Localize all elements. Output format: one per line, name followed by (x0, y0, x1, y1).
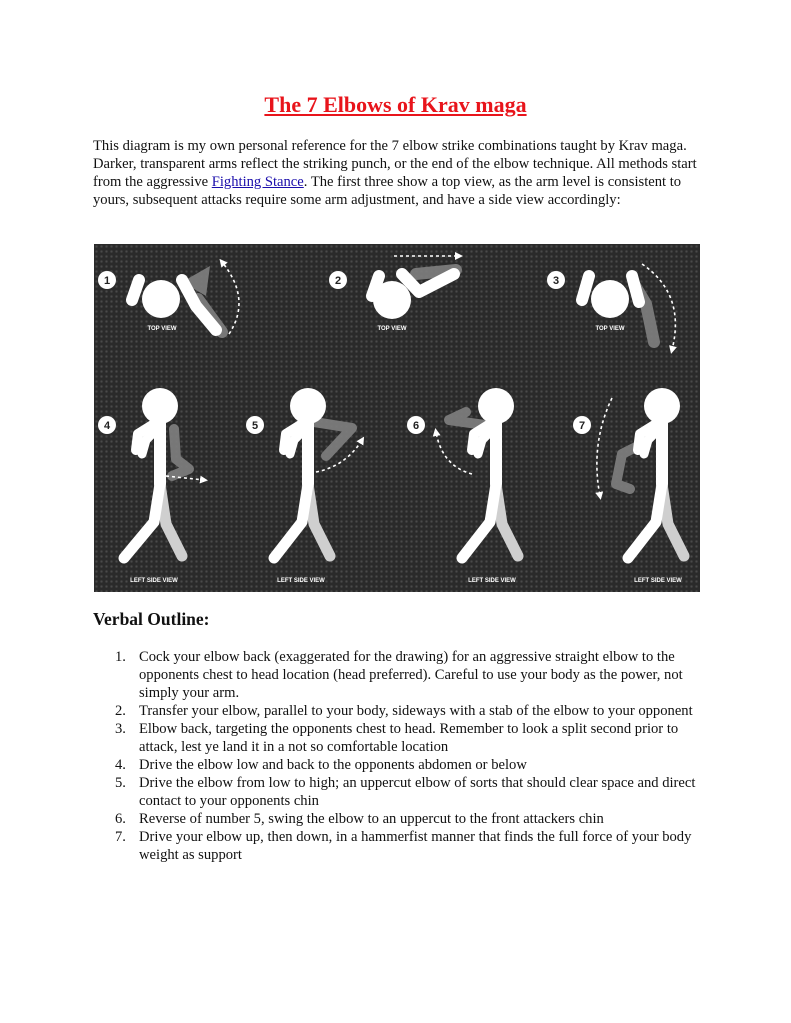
panel-1-number-badge (98, 271, 116, 289)
panel-6-figure (436, 388, 518, 558)
panel-4-figure (124, 388, 204, 558)
verbal-outline-heading: Verbal Outline: (93, 609, 210, 629)
list-item-text: Transfer your elbow, parallel to your body, sideways with a stab of the elbow to your opponent (139, 703, 693, 719)
list-item (93, 774, 705, 810)
panel-2-figure (372, 256, 459, 319)
list-item-text: Cock your elbow back (exaggerated for the drawing) for an aggressive straight elbow to the opponents chest to head location (head preferred). Careful to use your body as the power, not simply your arm. (139, 649, 683, 701)
panel-4 (98, 388, 204, 584)
panel-5-label: LEFT SIDE VIEW (277, 578, 325, 584)
panel-3-label: TOP VIEW (595, 326, 625, 332)
list-item-number: 5. (115, 775, 126, 791)
panel-2-number: 2 (334, 275, 342, 287)
verbal-outline-list (93, 648, 705, 864)
panel-7-number-badge (573, 416, 591, 434)
panel-1-figure (132, 262, 239, 334)
panel-6-label: LEFT SIDE VIEW (468, 578, 516, 584)
list-item-number: 1. (115, 649, 126, 665)
list-item-text: Drive the elbow low and back to the opponents abdomen or below (139, 757, 527, 773)
panel-2-number-badge (329, 271, 347, 289)
elbow-strikes-diagram (94, 244, 700, 592)
list-item (93, 828, 705, 864)
panel-6-number: 6 (412, 420, 420, 432)
panel-7-number: 7 (578, 420, 586, 432)
panel-2-label: TOP VIEW (377, 326, 407, 332)
panel-4-label: LEFT SIDE VIEW (130, 578, 178, 584)
list-item-number: 4. (115, 757, 126, 773)
list-item-number: 6. (115, 811, 126, 827)
list-item-number: 3. (115, 721, 126, 737)
list-item (93, 648, 705, 702)
list-item (93, 702, 705, 720)
panel-7-label: LEFT SIDE VIEW (634, 578, 682, 584)
panel-3-number-badge (547, 271, 565, 289)
panel-2 (329, 256, 459, 332)
intro-text-before-link: This diagram is my own personal reference for the 7 elbow strike combinations taught by Krav maga. Darker, transparent arms reflect the striking punch, or the end of the elbow technique. All methods start from the aggressive (93, 138, 697, 190)
panel-5-number-badge (246, 416, 264, 434)
intro-text-after-link: . The first three show a top view, as the arm level is consistent to yours, subsequent attacks require some arm adjustment, and have a side view accordingly: (93, 174, 682, 208)
panel-6 (407, 388, 518, 584)
panel-1 (98, 262, 239, 334)
list-item-text: Reverse of number 5, swing the elbow to an uppercut to the front attackers chin (139, 811, 604, 827)
fighting-stance-link[interactable]: Fighting Stance (211, 174, 304, 190)
list-item-number: 7. (115, 829, 126, 845)
panel-7-figure (597, 388, 684, 558)
diagram-svg (94, 244, 700, 592)
panel-3 (547, 264, 675, 350)
panel-1-label: TOP VIEW (147, 326, 177, 332)
list-item (93, 810, 705, 828)
list-item-text: Elbow back, targeting the opponents chest to head. Remember to look a split second prior to attack, lest ye land it in a not so comfortable location (139, 721, 679, 755)
panel-5-number: 5 (251, 420, 259, 432)
panel-1-number: 1 (103, 275, 111, 287)
list-item-text: Drive your elbow up, then down, in a hammerfist manner that finds the full force of your body weight as support (139, 829, 692, 863)
panel-3-figure (582, 264, 675, 350)
list-item-number: 2. (115, 703, 126, 719)
panel-5 (246, 388, 362, 584)
list-item-text: Drive the elbow from low to high; an uppercut elbow of sorts that should clear space and direct contact to your opponents chin (139, 775, 696, 809)
panel-6-number-badge (407, 416, 425, 434)
list-item (93, 756, 705, 774)
panel-4-number-badge (98, 416, 116, 434)
panel-5-figure (274, 388, 362, 558)
panel-7 (573, 388, 684, 584)
panel-4-number: 4 (103, 420, 111, 432)
intro-paragraph (93, 137, 703, 209)
list-item (93, 720, 705, 756)
panel-3-number: 3 (552, 275, 560, 287)
page-title: The 7 Elbows of Krav maga (264, 92, 527, 117)
